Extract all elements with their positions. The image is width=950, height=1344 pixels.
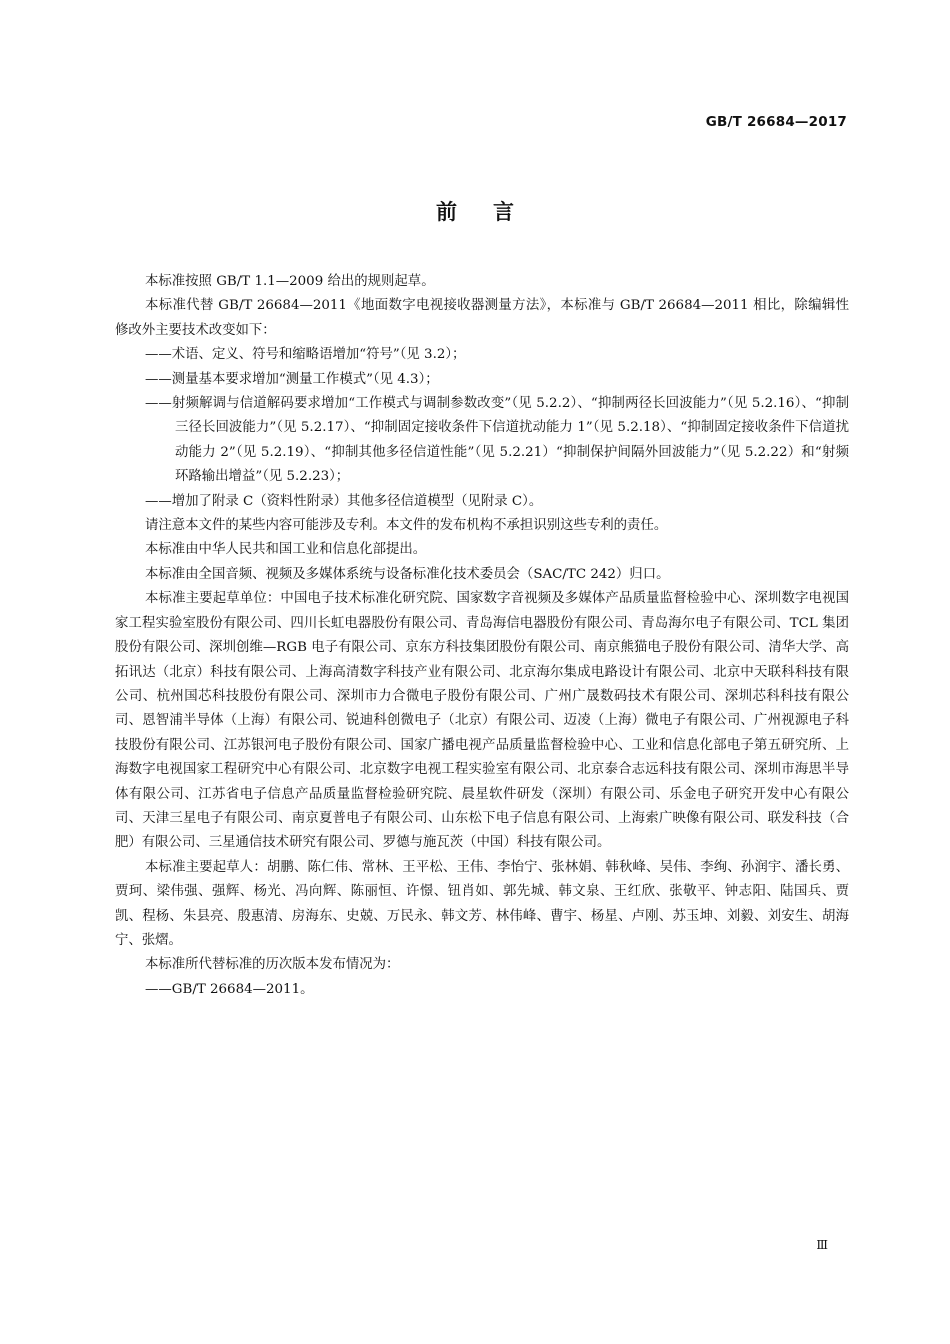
paragraph-drafting-rules: 本标准按照 GB/T 1.1—2009 给出的规则起草。 [145, 274, 435, 289]
page-title: 前言 [436, 200, 550, 224]
paragraph-history: 本标准所代替标准的历次版本发布情况为： [145, 957, 400, 973]
list-item-change-symbols: ——术语、定义、符号和缩略语增加“符号”（见 3.2）； [145, 347, 466, 363]
paragraph-patent: 请注意本文件的某些内容可能涉及专利。本文件的发布机构不承担识别这些专利的责任。 [145, 518, 668, 534]
paragraph-proposed-by: 本标准由中华人民共和国工业和信息化部提出。 [145, 542, 427, 558]
body-text [115, 270, 849, 1002]
list-item-change-annex: ——增加了附录 C（资料性附录）其他多径信道模型（见附录 C）。 [145, 493, 543, 509]
paragraph-committee: 本标准由全国音频、视频及多媒体系统与设备标准化技术委员会（SAC/TC 242）归口。 [145, 566, 670, 582]
paragraph-replacement: 本标准代替 GB/T 26684—2011《地面数字电视接收器测量方法》，本标准与 GB/T 26684—2011 相比，除编辑性修改外主要技术改变如下： [115, 298, 849, 338]
paragraph-drafting-units: 本标准主要起草单位：中国电子技术标准化研究院、国家数字音视频及多媒体产品质量监督检验中心、深圳数字电视国家工程实验室股份有限公司、四川长虹电器股份有限公司、青岛海信电器股份有限公司、青岛海尔电子有限公司、TCL 集团股份有限公司、深圳创维—RGB 电子有限公司、京东方科技集团股份有限公司、南京熊猫电子股份有限公司、清华大学、高拓讯达（北京）科技有限公司、上海高清数字科技产业有限公司、北京海尔集成电路设计有限公司、北京中天联科科技有限公司、杭州国芯科技股份有限公司、深圳市力合微电子股份有限公司、广州广晟数码技术有限公司、深圳芯科科技有限公司、恩智浦半导体（上海）有限公司、锐迪科创微电子（北京）有限公司、迈凌（上海）微电子有限公司、广州视源电子科技股份有限公司、江苏银河电子股份有限公司、国家广播电视产品质量监督检验中心、工业和信息化部电子第五研究所、上海数字电视国家工程研究中心有限公司、北京数字电视工程实验室有限公司、北京泰合志远科技有限公司、深圳市海思半导体有限公司、江苏省电子信息产品质量监督检验研究院、晨星软件研发（深圳）有限公司、乐金电子研究开发中心有限公司、天津三星电子有限公司、南京夏普电子有限公司、山东松下电子信息有限公司、上海索广映像有限公司、联发科技（合肥）有限公司、三星通信技术研究有限公司、罗德与施瓦茨（中国）科技有限公司。 [115, 591, 849, 851]
paragraph-drafters: 本标准主要起草人：胡鹏、陈仁伟、常林、王平松、王伟、李怡宁、张林娟、韩秋峰、吴伟、李绚、孙润宇、潘长勇、贾珂、梁伟强、强辉、杨光、冯向辉、陈丽恒、许憬、钮肖如、郭先城、韩文泉、王红欣、张敬平、钟志阳、陆国兵、贾凯、程杨、朱县亮、殷惠清、房海东、史兢、万民永、韩文芳、林伟峰、曹宇、杨星、卢刚、苏玉坤、刘毅、刘安生、胡海宁、张熠。 [115, 859, 849, 948]
standard-code: GB/T 26684—2017 [705, 114, 847, 130]
page-number: Ⅲ [816, 1238, 828, 1252]
paragraph-history-item: ——GB/T 26684—2011。 [145, 981, 314, 997]
list-item-change-mode: ——测量基本要求增加“测量工作模式”（见 4.3）； [145, 371, 439, 387]
list-item-change-rf: ——射频解调与信道解码要求增加“工作模式与调制参数改变”（见 5.2.2）、“抑制两径长回波能力”（见 5.2.16）、“抑制三径长回波能力”（见 5.2.17）、“抑制固定接收条件下信道扰动能力 1”（见 5.2.18）、“抑制固定接收条件下信道扰动能力 2”（见 5.2.19）、“抑制其他多径信道性能”（见 5.2.21）“抑制保护间隔外回波能力”（见 5.2.22）和“射频环路输出增益”（见 5.2.23）； [145, 396, 849, 485]
